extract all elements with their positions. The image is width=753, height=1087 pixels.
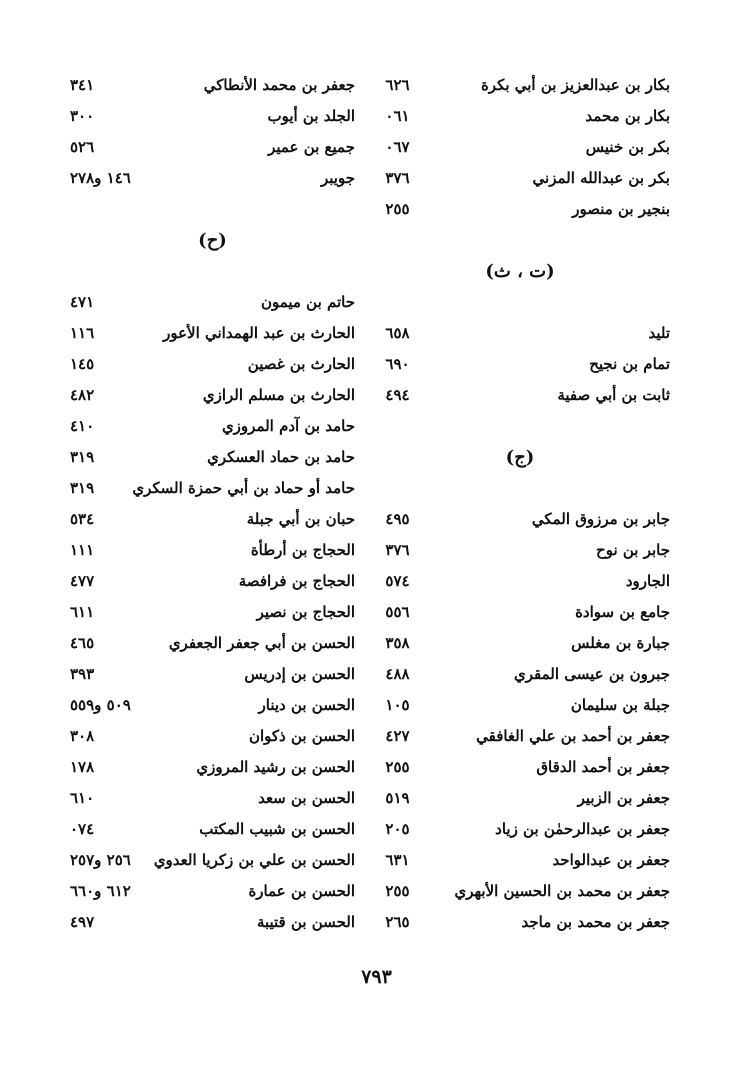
spacer <box>370 287 670 318</box>
index-entry <box>70 659 355 690</box>
index-entry <box>370 814 670 845</box>
index-entry <box>370 845 670 876</box>
entry-name: تمام بن نجيح <box>589 355 670 373</box>
index-entry <box>370 535 670 566</box>
index-entry <box>70 721 355 752</box>
entry-page-ref: ٦٣١ <box>385 851 410 869</box>
index-entry <box>70 287 355 318</box>
entry-name: حامد بن آدم المروزي <box>221 417 355 435</box>
entry-name: جابر بن نوح <box>596 541 670 559</box>
index-entry <box>70 318 355 349</box>
entry-name: الحسن بن قتيبة <box>256 913 355 931</box>
entry-page-ref: ٦١١ <box>70 603 95 621</box>
entry-page-ref: ٤٩٥ <box>385 510 410 528</box>
index-entry <box>70 380 355 411</box>
entry-page-ref: ٦١٢ و٦٦٠ <box>70 882 131 900</box>
entry-page-ref: ٥٠٩ و٥٥٩ <box>70 696 131 714</box>
entry-name: جعفر بن أحمد الدقاق <box>536 758 670 776</box>
entry-page-ref: ٦٥٨ <box>385 324 410 342</box>
index-entry <box>70 814 355 845</box>
entry-page-ref: ٣٥٨ <box>385 634 410 652</box>
index-entry <box>70 349 355 380</box>
entry-page-ref: ٢٥٥ <box>385 758 410 776</box>
entry-name: الجارود <box>625 572 670 590</box>
index-entry <box>370 349 670 380</box>
entry-page-ref: ٠٦٧ <box>385 138 410 156</box>
index-entry <box>370 504 670 535</box>
entry-page-ref: ٦١٠ <box>70 789 95 807</box>
index-column-left <box>70 70 355 938</box>
entry-page-ref: ٤٩٧ <box>70 913 95 931</box>
entry-page-ref: ٥١٩ <box>385 789 410 807</box>
entry-page-ref: ٤٧٧ <box>70 572 95 590</box>
entry-page-ref: ٥٥٦ <box>385 603 410 621</box>
entry-name: الحسن بن أبي جعفر الجعفري <box>168 634 355 652</box>
entry-name: الحسن بن عمارة <box>248 882 355 900</box>
page-number: ٧٩٣ <box>361 966 392 988</box>
index-entry <box>370 318 670 349</box>
entry-page-ref: ٤٨٨ <box>385 665 410 683</box>
entry-name: الحجاج بن نصير <box>256 603 355 621</box>
entry-name: جويبر <box>321 169 355 187</box>
entry-page-ref: ١١١ <box>70 541 95 559</box>
entry-name: جعفر بن الزبير <box>577 789 670 807</box>
entry-name: الجلد بن أيوب <box>267 107 355 125</box>
entry-name: الحجاج بن أرطأة <box>250 541 355 559</box>
entry-page-ref: ٢٥٥ <box>385 200 410 218</box>
index-entry <box>70 473 355 504</box>
entry-page-ref: ٢٠٥ <box>385 820 410 838</box>
index-entry <box>70 101 355 132</box>
entry-name: جعفر بن محمد بن الحسين الأبهري <box>454 882 670 900</box>
entry-name: تليد <box>648 324 670 342</box>
entry-page-ref: ٢٥٥ <box>385 882 410 900</box>
entry-page-ref: ١١٦ <box>70 324 95 342</box>
index-entry <box>370 783 670 814</box>
index-entry <box>70 597 355 628</box>
index-entry <box>370 690 670 721</box>
index-entry <box>70 690 355 721</box>
entry-page-ref: ٤٦٥ <box>70 634 95 652</box>
index-entry <box>70 752 355 783</box>
entry-page-ref: ٣٠٠ <box>70 107 95 125</box>
entry-page-ref: ٢٥٦ و٢٥٧ <box>70 851 131 869</box>
index-entry <box>70 535 355 566</box>
entry-name: بكر بن عبدالله المزني <box>532 169 670 187</box>
entry-name: الحسن بن شبيب المكتب <box>199 820 355 838</box>
index-entry <box>370 194 670 225</box>
entry-page-ref: ٣٠٨ <box>70 727 95 745</box>
index-entry <box>370 907 670 938</box>
entry-page-ref: ٣١٩ <box>70 479 95 497</box>
index-entry <box>70 845 355 876</box>
entry-name: الحسن بن دينار <box>258 696 355 714</box>
entry-name: ثابت بن أبي صفية <box>557 386 670 404</box>
entry-page-ref: ٥٣٤ <box>70 510 95 528</box>
entry-page-ref: ٢٦٥ <box>385 913 410 931</box>
index-entry <box>70 411 355 442</box>
section-heading: (ح) <box>198 230 227 251</box>
entry-name: جبارة بن مغلس <box>571 634 670 652</box>
index-column-right <box>370 70 670 938</box>
entry-page-ref: ٥٢٦ <box>70 138 95 156</box>
entry-name: بكار بن محمد <box>585 107 670 125</box>
index-entry <box>70 783 355 814</box>
entry-name: حامد أو حماد بن أبي حمزة السكري <box>132 479 355 497</box>
index-entry <box>70 442 355 473</box>
entry-page-ref: ٦٢٦ <box>385 76 410 94</box>
entry-name: الحارث بن عبد الهمداني الأعور <box>163 324 355 342</box>
spacer <box>70 256 355 287</box>
index-entry <box>70 628 355 659</box>
entry-page-ref: ٤٨٢ <box>70 386 95 404</box>
index-entry <box>370 659 670 690</box>
entry-name: جميع بن عمير <box>268 138 355 156</box>
index-entry <box>370 721 670 752</box>
entry-name: الحسن بن رشيد المروزي <box>196 758 355 776</box>
spacer <box>370 411 670 442</box>
index-entry <box>370 752 670 783</box>
entry-page-ref: ٤٢٧ <box>385 727 410 745</box>
entry-name: جامع بن سوادة <box>575 603 670 621</box>
index-entry <box>370 163 670 194</box>
entry-name: جعفر بن محمد الأنطاكي <box>203 76 355 94</box>
entry-name: حامد بن حماد العسكري <box>207 448 355 466</box>
entry-name: الحارث بن غصين <box>247 355 355 373</box>
entry-page-ref: ٤١٠ <box>70 417 95 435</box>
entry-name: حبان بن أبي جبلة <box>246 510 355 528</box>
index-entry <box>370 628 670 659</box>
entry-page-ref: ٥٧٤ <box>385 572 410 590</box>
section-heading: (ت ، ث) <box>485 261 555 282</box>
entry-name: الحسن بن سعد <box>258 789 355 807</box>
index-entry <box>370 101 670 132</box>
entry-name: جبلة بن سليمان <box>570 696 670 714</box>
entry-page-ref: ١٧٨ <box>70 758 95 776</box>
index-entry <box>70 566 355 597</box>
index-entry <box>370 566 670 597</box>
spacer <box>370 473 670 504</box>
entry-page-ref: ١٠٥ <box>385 696 410 714</box>
entry-page-ref: ٣٤١ <box>70 76 95 94</box>
entry-name: الحسن بن علي بن زكريا العدوي <box>153 851 355 869</box>
entry-name: جعفر بن محمد بن ماجد <box>521 913 670 931</box>
entry-page-ref: ٣٧٦ <box>385 541 410 559</box>
entry-name: جابر بن مرزوق المكي <box>531 510 670 528</box>
entry-page-ref: ٣٧٦ <box>385 169 410 187</box>
entry-name: الحسن بن إدريس <box>244 665 355 683</box>
entry-page-ref: ٣٩٣ <box>70 665 95 683</box>
index-entry <box>70 876 355 907</box>
entry-page-ref: ٠٧٤ <box>70 820 95 838</box>
entry-name: حاتم بن ميمون <box>260 293 355 311</box>
entry-page-ref: ٤٧١ <box>70 293 95 311</box>
entry-name: الحارث بن مسلم الرازي <box>202 386 355 404</box>
entry-name: الحسن بن ذكوان <box>248 727 355 745</box>
index-entry <box>370 597 670 628</box>
spacer <box>70 194 355 225</box>
entry-name: جعفر بن أحمد بن علي الغافقي <box>476 727 670 745</box>
section-heading: (ج) <box>505 447 535 468</box>
entry-page-ref: ٦٩٠ <box>385 355 410 373</box>
entry-page-ref: ١٤٥ <box>70 355 95 373</box>
entry-name: جبرون بن عيسى المقري <box>514 665 670 683</box>
entry-name: بنجير بن منصور <box>572 200 670 218</box>
index-entry <box>370 380 670 411</box>
entry-name: الحجاج بن فرافصة <box>238 572 355 590</box>
index-entry <box>70 70 355 101</box>
index-entry <box>70 504 355 535</box>
entry-name: جعفر بن عبدالرحمٰن بن زياد <box>495 820 670 838</box>
index-entry <box>370 132 670 163</box>
entry-page-ref: ٤٩٤ <box>385 386 410 404</box>
index-entry <box>70 163 355 194</box>
index-entry <box>70 132 355 163</box>
spacer <box>370 225 670 256</box>
index-entry <box>370 70 670 101</box>
index-entry <box>70 907 355 938</box>
entry-name: بكر بن خنيس <box>585 138 670 156</box>
index-entry <box>370 876 670 907</box>
entry-page-ref: ٣١٩ <box>70 448 95 466</box>
entry-page-ref: ١٤٦ و٢٧٨ <box>70 169 131 187</box>
entry-name: بكار بن عبدالعزيز بن أبي بكرة <box>480 76 670 94</box>
entry-page-ref: ٠٦١ <box>385 107 410 125</box>
entry-name: جعفر بن عبدالواحد <box>552 851 670 869</box>
